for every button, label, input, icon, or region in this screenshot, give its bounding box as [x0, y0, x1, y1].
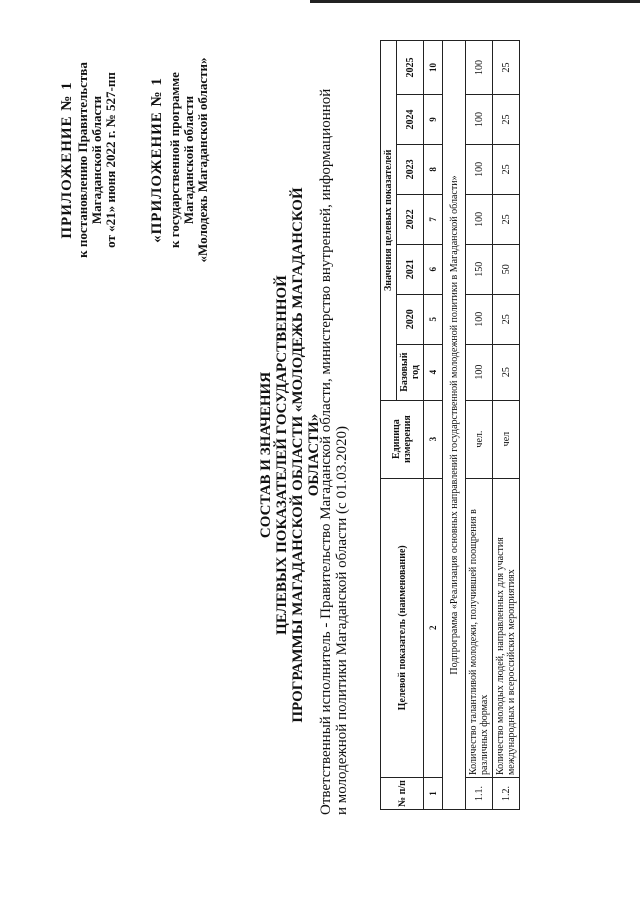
- row-unit: чел.: [466, 400, 493, 478]
- appendix-heading: ПРИЛОЖЕНИЕ № 1: [59, 81, 75, 239]
- row-year-value: 25: [493, 144, 520, 194]
- row-indicator-name: Количество талантливой молодежи, получившей поощрения в различных формах: [466, 478, 493, 777]
- row-year-value: 100: [466, 41, 493, 95]
- subprogram-row: Подпрограмма «Реализация основных направлений государственной молодежной политики в Магаданской области»: [443, 41, 466, 810]
- row-base-value: 100: [466, 344, 493, 400]
- appendix-program-block: [150, 35, 210, 285]
- row-year-value: 100: [466, 194, 493, 244]
- title-line: ПРОГРАММЫ МАГАДАНСКОЙ ОБЛАСТИ «МОЛОДЕЖЬ МАГАДАНСКОЙ ОБЛАСТИ»: [290, 187, 322, 723]
- column-number: 9: [424, 94, 443, 144]
- title-line: СОСТАВ И ЗНАЧЕНИЯ: [258, 371, 274, 539]
- appendix-line: к постановлению Правительства: [75, 62, 90, 258]
- column-number: 10: [424, 41, 443, 95]
- row-year-value: 25: [493, 41, 520, 95]
- column-number: 2: [424, 478, 443, 777]
- column-number: 6: [424, 244, 443, 294]
- row-num: 1.2.: [493, 778, 520, 810]
- table-row: [493, 41, 520, 810]
- header-year: 2023: [397, 144, 424, 194]
- header-unit: Единица измерения: [381, 400, 424, 478]
- column-number: 7: [424, 194, 443, 244]
- header-base-year: Базовый год: [397, 344, 424, 400]
- row-year-value: 25: [493, 294, 520, 344]
- row-year-value: 100: [466, 144, 493, 194]
- row-base-value: 25: [493, 344, 520, 400]
- row-year-value: 100: [466, 94, 493, 144]
- column-number: 5: [424, 294, 443, 344]
- header-year: 2022: [397, 194, 424, 244]
- responsible-line: и молодежной политики Магаданской области (с 01.03.2020): [334, 426, 350, 815]
- title-line: ЦЕЛЕВЫХ ПОКАЗАТЕЛЕЙ ГОСУДАРСТВЕННОЙ: [274, 275, 290, 635]
- header-year: 2024: [397, 94, 424, 144]
- header-year: 2025: [397, 41, 424, 95]
- appendix-line: к государственной программе: [167, 72, 182, 248]
- row-indicator-name: Количество молодых людей, направленных для участия международных и всероссийских мероприятиях: [493, 478, 520, 777]
- row-year-value: 150: [466, 244, 493, 294]
- appendix-resolution-block: [60, 35, 118, 285]
- column-number: 4: [424, 344, 443, 400]
- appendix-line: Магаданской области: [89, 95, 104, 225]
- row-year-value: 25: [493, 194, 520, 244]
- column-number: 8: [424, 144, 443, 194]
- table-row: [466, 41, 493, 810]
- appendix-line: «Молодежь Магаданской области»: [195, 57, 210, 263]
- document-title: [258, 145, 322, 765]
- header-year: 2020: [397, 294, 424, 344]
- row-year-value: 50: [493, 244, 520, 294]
- appendix-line: от «21» июня 2022 г. № 527-пп: [103, 72, 118, 248]
- row-year-value: 100: [466, 294, 493, 344]
- appendix-heading: «ПРИЛОЖЕНИЕ № 1: [149, 77, 165, 243]
- column-number-row: [424, 41, 443, 810]
- responsible-executor: [318, 35, 350, 815]
- appendix-line: Магаданской области: [181, 95, 196, 225]
- row-year-value: 25: [493, 94, 520, 144]
- responsible-line: Ответственный исполнитель - Правительство Магаданской области, министерство внутренней, информационной: [318, 88, 334, 815]
- indicators-table: [380, 40, 520, 810]
- header-num: № п/п: [381, 778, 424, 810]
- row-unit: чел: [493, 400, 520, 478]
- header-year: 2021: [397, 244, 424, 294]
- column-number: 1: [424, 778, 443, 810]
- column-number: 3: [424, 400, 443, 478]
- header-indicator: Целевой показатель (наименование): [381, 478, 424, 777]
- row-num: 1.1.: [466, 778, 493, 810]
- header-values-group: Значения целевых показателей: [381, 41, 397, 401]
